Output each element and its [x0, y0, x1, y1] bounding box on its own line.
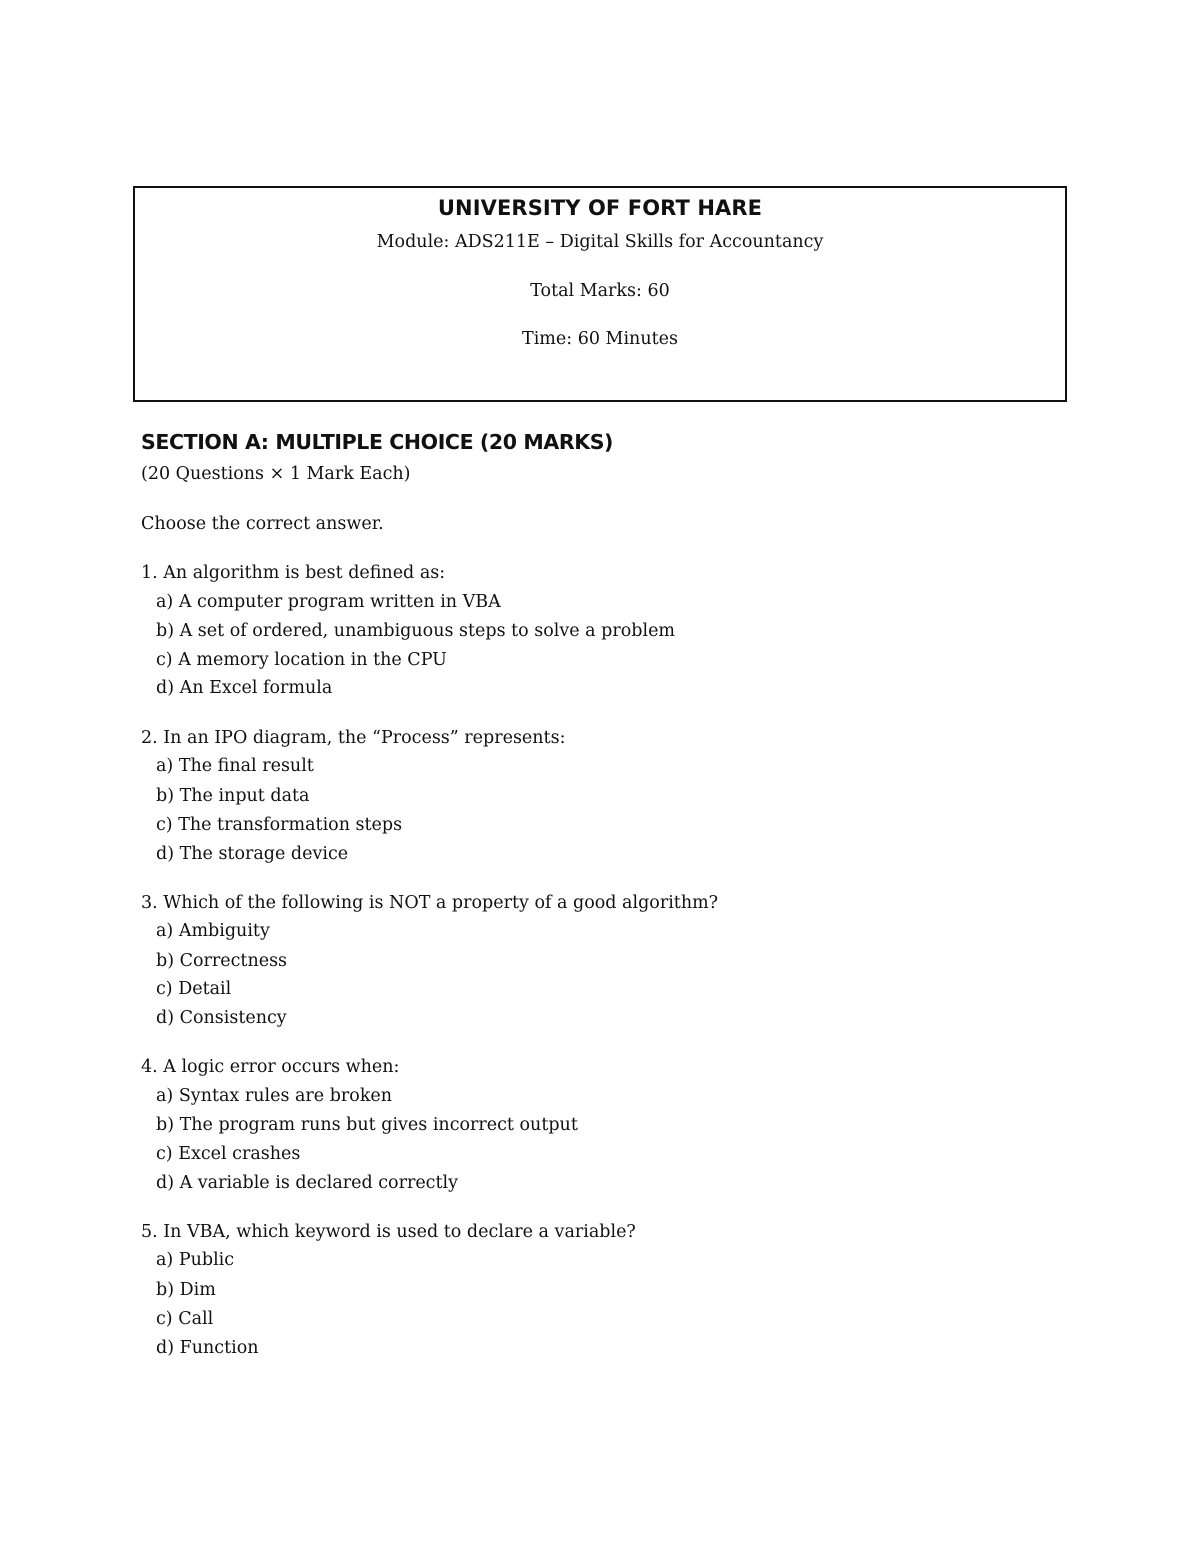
question-4-text: 4. A logic error occurs when:: [141, 1057, 400, 1077]
section-subtitle: (20 Questions × 1 Mark Each): [141, 464, 411, 484]
question-2-option-b: b) The input data: [156, 786, 310, 806]
question-2-option-d: d) The storage device: [156, 844, 349, 864]
question-3-option-a: a) Ambiguity: [156, 921, 270, 941]
question-2-option-a: a) The final result: [156, 756, 314, 776]
question-1-option-b: b) A set of ordered, unambiguous steps to solve a problem: [156, 621, 676, 641]
university-title: UNIVERSITY OF FORT HARE: [437, 196, 763, 220]
question-3-option-d: d) Consistency: [156, 1008, 287, 1028]
instruction-text: Choose the correct answer.: [141, 514, 384, 534]
time-line: Time: 60 Minutes: [522, 329, 678, 349]
question-3-text: 3. Which of the following is NOT a property of a good algorithm?: [141, 893, 719, 913]
question-5-option-d: d) Function: [156, 1338, 259, 1358]
question-1-option-a: a) A computer program written in VBA: [156, 592, 501, 612]
total-marks-line: Total Marks: 60: [530, 281, 670, 301]
question-2-option-c: c) The transformation steps: [156, 815, 403, 835]
exam-header-box: [133, 186, 1067, 402]
question-4-option-c: c) Excel crashes: [156, 1144, 301, 1164]
module-line: Module: ADS211E – Digital Skills for Accountancy: [376, 232, 824, 252]
question-5-option-a: a) Public: [156, 1250, 235, 1270]
question-5-option-c: c) Call: [156, 1309, 214, 1329]
question-4-option-d: d) A variable is declared correctly: [156, 1173, 458, 1193]
question-2-text: 2. In an IPO diagram, the “Process” represents:: [141, 728, 566, 748]
question-4-option-b: b) The program runs but gives incorrect output: [156, 1115, 578, 1135]
question-5-option-b: b) Dim: [156, 1280, 216, 1300]
question-3-option-b: b) Correctness: [156, 951, 288, 971]
question-1-text: 1. An algorithm is best defined as:: [141, 563, 446, 583]
question-5-text: 5. In VBA, which keyword is used to declare a variable?: [141, 1222, 636, 1242]
section-title: SECTION A: MULTIPLE CHOICE (20 MARKS): [141, 430, 614, 454]
question-3-option-c: c) Detail: [156, 979, 232, 999]
question-4-option-a: a) Syntax rules are broken: [156, 1086, 393, 1106]
question-1-option-c: c) A memory location in the CPU: [156, 650, 447, 670]
question-1-option-d: d) An Excel formula: [156, 678, 333, 698]
